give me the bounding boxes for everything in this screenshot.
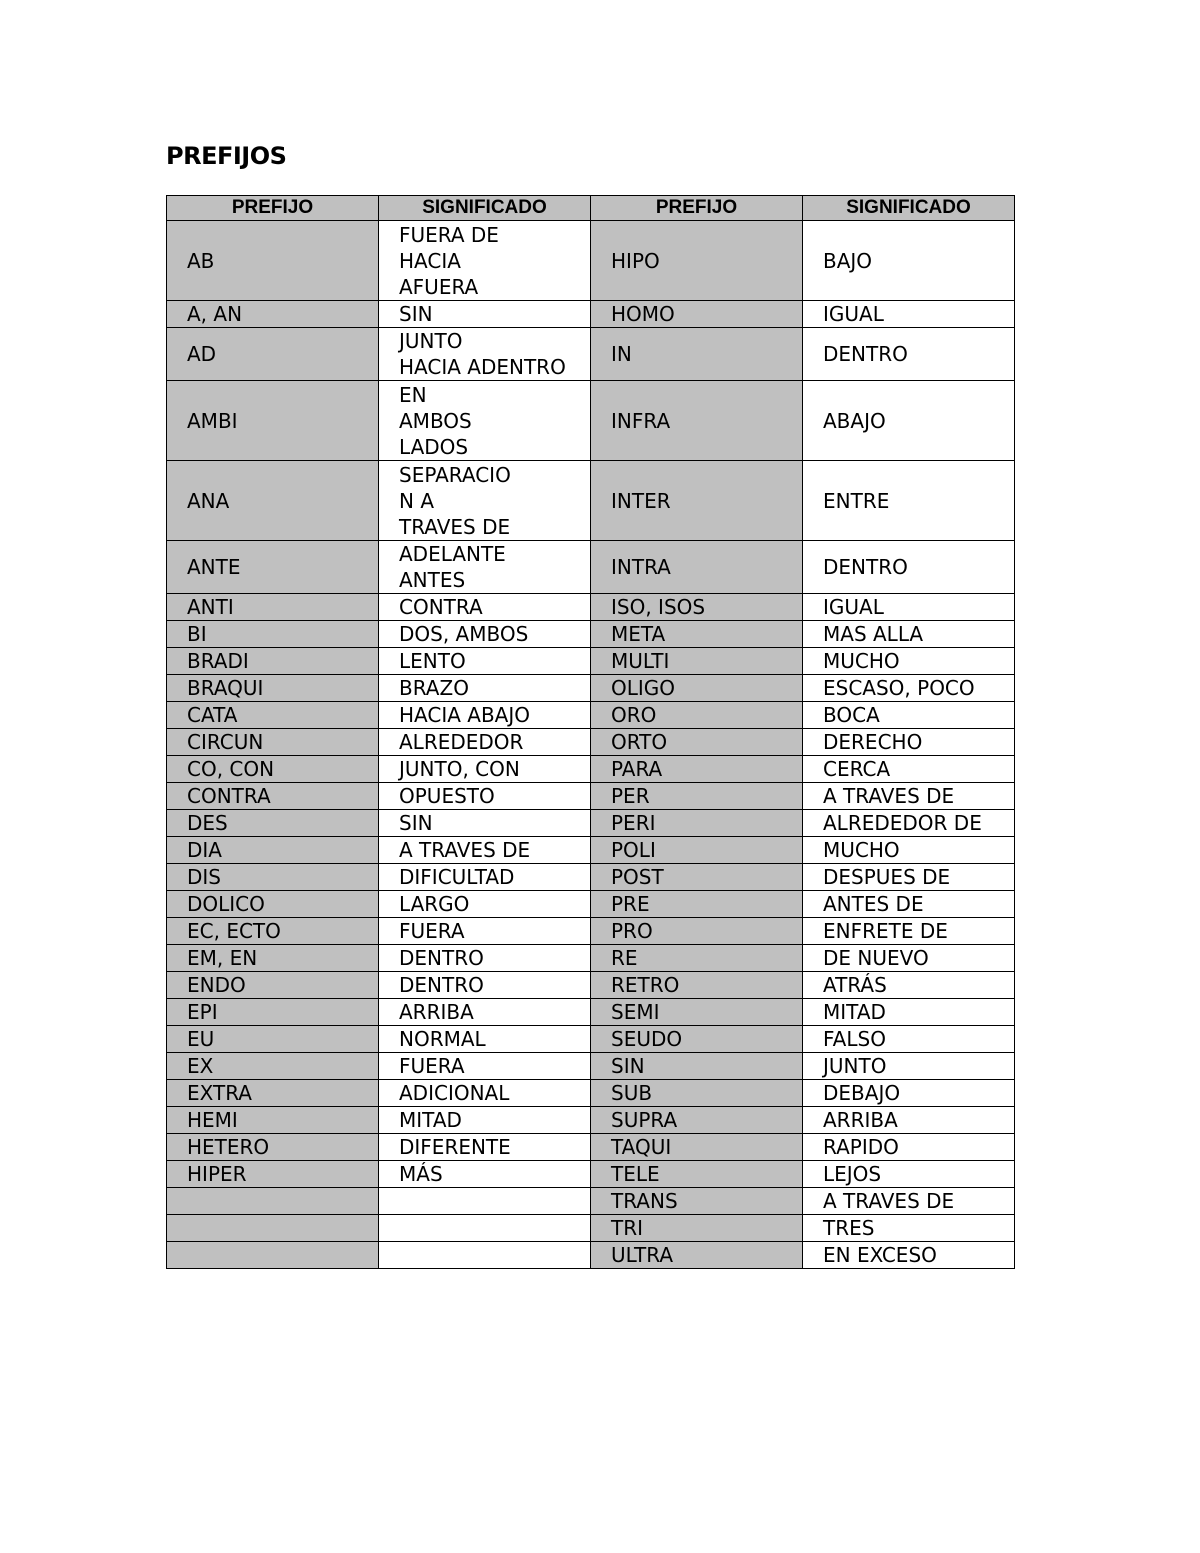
prefix-text: ANTI [187, 595, 234, 619]
prefix-text: INTRA [611, 555, 671, 579]
prefix-cell [167, 1026, 379, 1053]
prefix-cell [167, 945, 379, 972]
meaning-cell [379, 1080, 591, 1107]
prefix-cell [167, 301, 379, 328]
prefix-cell [591, 1215, 803, 1242]
meaning-cell [803, 1242, 1015, 1269]
meaning-cell [803, 864, 1015, 891]
meaning-cell [803, 675, 1015, 702]
meaning-text: ABAJO [823, 408, 886, 433]
prefix-cell [591, 221, 803, 301]
meaning-text: MÁS [399, 1162, 443, 1186]
meaning-cell [803, 381, 1015, 461]
meaning-text: DENTRO [823, 342, 908, 366]
prefix-cell [167, 837, 379, 864]
meaning-text: ALREDEDOR [399, 730, 524, 754]
prefix-cell [167, 891, 379, 918]
meaning-text: DERECHO [823, 730, 923, 754]
prefix-cell [591, 1161, 803, 1188]
meaning-cell [379, 756, 591, 783]
prefix-cell [591, 675, 803, 702]
prefix-text: HEMI [187, 1108, 238, 1132]
prefix-cell [591, 729, 803, 756]
prefix-text: TELE [611, 1162, 660, 1186]
meaning-text: ADELANTE ANTES [399, 542, 506, 592]
meaning-text: FUERA DE HACIA AFUERA [399, 222, 499, 299]
meaning-text: DOS, AMBOS [399, 622, 529, 646]
prefix-text: TRI [611, 1216, 644, 1240]
meaning-cell [803, 729, 1015, 756]
meaning-cell [803, 1188, 1015, 1215]
prefix-cell [167, 675, 379, 702]
prefix-text: EC, ECTO [187, 919, 281, 943]
meaning-text: HACIA ABAJO [399, 703, 530, 727]
meaning-text: A TRAVES DE [823, 1189, 955, 1213]
meaning-cell [803, 1026, 1015, 1053]
table-body [167, 221, 1015, 1269]
prefix-text: RETRO [611, 973, 680, 997]
prefix-text: CO, CON [187, 757, 275, 781]
meaning-cell [803, 1134, 1015, 1161]
meaning-cell [379, 541, 591, 594]
meaning-cell [803, 541, 1015, 594]
meaning-cell [379, 972, 591, 999]
meaning-cell [803, 945, 1015, 972]
prefix-cell [167, 1080, 379, 1107]
prefix-text: HIPO [611, 248, 660, 273]
meaning-text: SEPARACIO N A TRAVES DE [399, 462, 511, 539]
meaning-cell [379, 864, 591, 891]
meaning-text: JUNTO [823, 1054, 887, 1078]
meaning-text: FUERA [399, 919, 465, 943]
prefix-text: CONTRA [187, 784, 271, 808]
meaning-text: EN AMBOS LADOS [399, 382, 472, 459]
meaning-text: A TRAVES DE [399, 838, 531, 862]
prefix-text: AB [187, 248, 215, 273]
meaning-text: SIN [399, 302, 433, 326]
table-row [167, 221, 1015, 301]
prefix-cell [591, 1242, 803, 1269]
prefix-cell [591, 702, 803, 729]
table-row [167, 621, 1015, 648]
prefix-text: DIS [187, 865, 221, 889]
prefix-cell [167, 810, 379, 837]
table-row [167, 729, 1015, 756]
table-row [167, 837, 1015, 864]
meaning-text: ADICIONAL [399, 1081, 510, 1105]
meaning-cell [803, 1080, 1015, 1107]
meaning-text: FUERA [399, 1054, 465, 1078]
prefix-text: A, AN [187, 302, 243, 326]
prefix-cell [591, 461, 803, 541]
meaning-cell [803, 1161, 1015, 1188]
table-row [167, 328, 1015, 381]
meaning-text: MITAD [399, 1108, 462, 1132]
meaning-text: LENTO [399, 649, 466, 673]
meaning-text: JUNTO HACIA ADENTRO [399, 329, 566, 379]
meaning-cell [803, 999, 1015, 1026]
prefix-cell [167, 702, 379, 729]
prefix-cell [591, 1188, 803, 1215]
table-row [167, 301, 1015, 328]
prefix-text: INTER [611, 488, 671, 513]
prefix-cell [591, 891, 803, 918]
meaning-cell [803, 891, 1015, 918]
meaning-cell [803, 221, 1015, 301]
prefix-cell [591, 972, 803, 999]
prefix-text: SEMI [611, 1000, 660, 1024]
prefix-text: EM, EN [187, 946, 258, 970]
meaning-text: TRES [823, 1216, 875, 1240]
prefix-cell [167, 972, 379, 999]
meaning-text: DEBAJO [823, 1081, 901, 1105]
prefix-cell [167, 729, 379, 756]
header-significado-1: SIGNIFICADO [379, 196, 591, 221]
table-row [167, 1215, 1015, 1242]
prefix-text: ULTRA [611, 1243, 674, 1267]
table-row [167, 864, 1015, 891]
prefix-text: SUPRA [611, 1108, 678, 1132]
meaning-text: JUNTO, CON [399, 757, 520, 781]
meaning-cell [379, 1134, 591, 1161]
meaning-cell [803, 594, 1015, 621]
meaning-cell [379, 328, 591, 381]
meaning-cell [379, 461, 591, 541]
table-row [167, 1107, 1015, 1134]
prefix-text: DOLICO [187, 892, 265, 916]
table-row [167, 1134, 1015, 1161]
table-row [167, 999, 1015, 1026]
meaning-text: NORMAL [399, 1027, 486, 1051]
meaning-cell [379, 594, 591, 621]
prefix-cell [167, 1188, 379, 1215]
meaning-cell [379, 810, 591, 837]
meaning-text: DENTRO [399, 946, 484, 970]
meaning-cell [803, 972, 1015, 999]
meaning-cell [803, 1215, 1015, 1242]
prefix-text: EX [187, 1054, 214, 1078]
meaning-cell [379, 1161, 591, 1188]
prefix-cell [591, 1134, 803, 1161]
prefix-text: PRE [611, 892, 650, 916]
meaning-cell [803, 1053, 1015, 1080]
prefix-text: AD [187, 342, 217, 366]
prefix-cell [591, 1107, 803, 1134]
prefix-cell [591, 1053, 803, 1080]
prefix-text: ORO [611, 703, 657, 727]
meaning-cell [379, 945, 591, 972]
meaning-text: OPUESTO [399, 784, 495, 808]
meaning-cell [379, 648, 591, 675]
prefix-cell [167, 1134, 379, 1161]
meaning-cell [379, 1026, 591, 1053]
table-row [167, 945, 1015, 972]
meaning-text: DIFICULTAD [399, 865, 515, 889]
prefix-text: HIPER [187, 1162, 247, 1186]
meaning-text: ANTES DE [823, 892, 924, 916]
table-row [167, 756, 1015, 783]
prefix-text: BRAQUI [187, 676, 264, 700]
meaning-text: LEJOS [823, 1162, 882, 1186]
prefix-text: EPI [187, 1000, 218, 1024]
prefix-cell [591, 837, 803, 864]
meaning-cell [803, 648, 1015, 675]
prefix-cell [167, 756, 379, 783]
table-row [167, 1053, 1015, 1080]
meaning-cell [803, 837, 1015, 864]
prefix-cell [591, 381, 803, 461]
prefix-text: ANTE [187, 555, 241, 579]
table-row [167, 972, 1015, 999]
prefix-text: PRO [611, 919, 653, 943]
prefix-text: PERI [611, 811, 656, 835]
prefix-cell [167, 648, 379, 675]
prefix-cell [167, 381, 379, 461]
meaning-text: IGUAL [823, 302, 884, 326]
table-row [167, 461, 1015, 541]
meaning-text: A TRAVES DE [823, 784, 955, 808]
meaning-cell [379, 1215, 591, 1242]
table-row [167, 918, 1015, 945]
meaning-text: DESPUES DE [823, 865, 951, 889]
meaning-text: EN EXCESO [823, 1243, 937, 1267]
prefix-cell [591, 864, 803, 891]
prefix-text: TRANS [611, 1189, 678, 1213]
prefix-text: SIN [611, 1054, 645, 1078]
prefix-text: BI [187, 622, 207, 646]
meaning-cell [379, 221, 591, 301]
table-row [167, 1188, 1015, 1215]
prefix-text: MULTI [611, 649, 670, 673]
meaning-cell [379, 1053, 591, 1080]
meaning-cell [379, 1188, 591, 1215]
prefix-text: BRADI [187, 649, 249, 673]
meaning-cell [379, 675, 591, 702]
meaning-text: MUCHO [823, 649, 900, 673]
prefix-cell [591, 810, 803, 837]
meaning-cell [379, 621, 591, 648]
prefix-cell [591, 621, 803, 648]
meaning-cell [379, 381, 591, 461]
prefix-text: PER [611, 784, 650, 808]
prefix-text: AMBI [187, 408, 238, 433]
meaning-cell [379, 918, 591, 945]
meaning-cell [803, 461, 1015, 541]
meaning-cell [379, 891, 591, 918]
prefix-text: ANA [187, 488, 230, 513]
table-header-row [167, 196, 1015, 221]
table-row [167, 381, 1015, 461]
page-title: PREFIJOS [166, 142, 287, 170]
prefix-cell [167, 1053, 379, 1080]
prefix-text: DIA [187, 838, 222, 862]
prefix-cell [167, 999, 379, 1026]
meaning-text: ARRIBA [399, 1000, 474, 1024]
prefix-text: SUB [611, 1081, 653, 1105]
prefix-cell [167, 621, 379, 648]
header-significado-2: SIGNIFICADO [803, 196, 1015, 221]
prefix-cell [167, 328, 379, 381]
prefix-text: CATA [187, 703, 238, 727]
prefix-text: HOMO [611, 302, 675, 326]
meaning-text: CONTRA [399, 595, 483, 619]
meaning-cell [379, 999, 591, 1026]
prefix-cell [167, 461, 379, 541]
prefix-table [166, 195, 1015, 1269]
prefix-cell [591, 1026, 803, 1053]
prefix-text: OLIGO [611, 676, 676, 700]
prefix-text: POLI [611, 838, 656, 862]
prefix-text: ISO, ISOS [611, 595, 706, 619]
prefix-text: DES [187, 811, 228, 835]
meaning-text: ATRÁS [823, 973, 887, 997]
meaning-text: DE NUEVO [823, 946, 929, 970]
meaning-cell [803, 621, 1015, 648]
meaning-cell [803, 1107, 1015, 1134]
meaning-cell [803, 301, 1015, 328]
prefix-cell [591, 1080, 803, 1107]
prefix-text: SEUDO [611, 1027, 683, 1051]
meaning-cell [379, 702, 591, 729]
meaning-cell [379, 783, 591, 810]
prefix-cell [591, 541, 803, 594]
table-row [167, 810, 1015, 837]
header-prefijo-2: PREFIJO [591, 196, 803, 221]
meaning-text: IGUAL [823, 595, 884, 619]
prefix-cell [591, 918, 803, 945]
meaning-cell [803, 810, 1015, 837]
table-row [167, 783, 1015, 810]
meaning-text: CERCA [823, 757, 891, 781]
prefix-text: ORTO [611, 730, 668, 754]
prefix-cell [167, 783, 379, 810]
prefix-cell [591, 301, 803, 328]
prefix-text: EU [187, 1027, 215, 1051]
prefix-text: TAQUI [611, 1135, 672, 1159]
prefix-text: IN [611, 342, 632, 366]
prefix-text: HETERO [187, 1135, 270, 1159]
meaning-text: FALSO [823, 1027, 886, 1051]
table-row [167, 541, 1015, 594]
meaning-text: ENFRETE DE [823, 919, 948, 943]
meaning-cell [379, 837, 591, 864]
prefix-cell [167, 1107, 379, 1134]
prefix-cell [591, 328, 803, 381]
table-row [167, 648, 1015, 675]
table-row [167, 1161, 1015, 1188]
prefix-text: ENDO [187, 973, 246, 997]
prefix-cell [591, 756, 803, 783]
prefix-cell [167, 1242, 379, 1269]
meaning-cell [379, 301, 591, 328]
table-row [167, 675, 1015, 702]
prefix-cell [591, 945, 803, 972]
prefix-cell [167, 594, 379, 621]
prefix-cell [167, 918, 379, 945]
meaning-cell [803, 328, 1015, 381]
meaning-text: DENTRO [823, 555, 908, 579]
prefix-cell [167, 221, 379, 301]
prefix-cell [591, 999, 803, 1026]
meaning-text: ARRIBA [823, 1108, 898, 1132]
meaning-text: BRAZO [399, 676, 469, 700]
meaning-cell [803, 918, 1015, 945]
prefix-text: RE [611, 946, 638, 970]
table-row [167, 594, 1015, 621]
meaning-text: ESCASO, POCO [823, 676, 975, 700]
prefix-cell [167, 1215, 379, 1242]
meaning-cell [803, 702, 1015, 729]
meaning-text: ALREDEDOR DE [823, 811, 982, 835]
meaning-text: DIFERENTE [399, 1135, 511, 1159]
table-row [167, 891, 1015, 918]
prefix-text: META [611, 622, 666, 646]
table-row [167, 702, 1015, 729]
meaning-text: LARGO [399, 892, 470, 916]
meaning-cell [803, 756, 1015, 783]
meaning-text: SIN [399, 811, 433, 835]
prefix-text: CIRCUN [187, 730, 264, 754]
table-row [167, 1242, 1015, 1269]
prefix-text: POST [611, 865, 664, 889]
header-prefijo-1: PREFIJO [167, 196, 379, 221]
prefix-text: INFRA [611, 408, 671, 433]
meaning-text: RAPIDO [823, 1135, 899, 1159]
prefix-cell [591, 594, 803, 621]
meaning-text: MITAD [823, 1000, 886, 1024]
meaning-text: ENTRE [823, 488, 890, 513]
table-row [167, 1080, 1015, 1107]
meaning-text: DENTRO [399, 973, 484, 997]
meaning-cell [803, 783, 1015, 810]
prefix-cell [591, 648, 803, 675]
meaning-text: BOCA [823, 703, 880, 727]
prefix-cell [167, 864, 379, 891]
prefix-cell [591, 783, 803, 810]
prefix-text: EXTRA [187, 1081, 252, 1105]
prefix-cell [167, 541, 379, 594]
meaning-text: MAS ALLA [823, 622, 924, 646]
meaning-cell [379, 1242, 591, 1269]
meaning-cell [379, 729, 591, 756]
meaning-cell [379, 1107, 591, 1134]
meaning-text: BAJO [823, 248, 873, 273]
prefix-cell [167, 1161, 379, 1188]
table-row [167, 1026, 1015, 1053]
meaning-text: MUCHO [823, 838, 900, 862]
prefix-text: PARA [611, 757, 663, 781]
